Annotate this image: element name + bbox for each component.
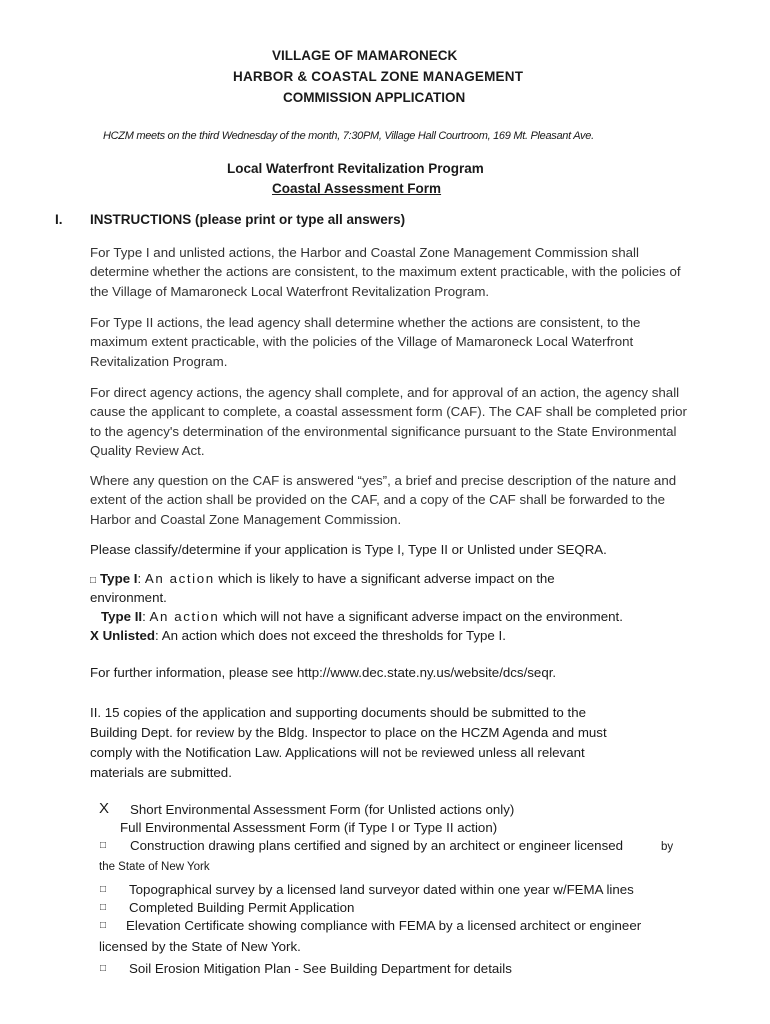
header-commission: HARBOR & COASTAL ZONE MANAGEMENT [233,69,524,84]
type1-option: □ Type I: An action which is likely to have a significant adverse impact on the [90,571,555,586]
type2-label: Type II [101,609,143,624]
item1-text: Short Environmental Assessment Form (for Unlisted actions only) [130,802,515,817]
section2-line3-part1: comply with the Notification Law. Applications will not [90,745,405,760]
type1-description: which is likely to have a significant adverse impact on the [214,571,555,586]
item6-checkbox[interactable]: □ [100,920,107,931]
type2-an-action: An action [149,609,220,624]
further-info: For further information, please see http://www.dec.state.ny.us/website/dcs/seqr. [90,665,557,680]
type2-option: Type II: An action which will not have a significant adverse impact on the environment. [101,609,623,624]
classify-prompt: Please classify/determine if your application is Type I, Type II or Unlisted under SEQRA. [90,542,607,557]
header-application: COMMISSION APPLICATION [283,90,466,105]
item6-text-cont: licensed by the State of New York. [99,939,301,954]
meeting-note: HCZM meets on the third Wednesday of the month, 7:30PM, Village Hall Courtroom, 169 Mt. Pleasant Ave. [103,130,594,142]
section2-line4: materials are submitted. [90,765,232,780]
paragraph-yes-answer: Where any question on the CAF is answered “yes”, a brief and precise description of the nature and extent of the action shall be provided on the CAF, and a copy of the CAF shall be forwarded to the Harbor and Coastal Zone Management Commission. [90,473,677,527]
item3-text: Construction drawing plans certified and signed by an architect or engineer licensed [130,838,624,853]
section2-line3 [90,745,585,760]
type1-description-cont: environment. [90,590,167,605]
header-village: VILLAGE OF MAMARONECK [272,48,458,63]
paragraph-type1-unlisted: For Type I and unlisted actions, the Harbor and Coastal Zone Management Commission shall determine whether the actions are consistent, to the maximum extent practicable, with the policies of the Village of Mamaroneck Local Waterfront Revitalization Program. [90,245,681,299]
item7-text: Soil Erosion Mitigation Plan - See Building Department for details [129,961,512,976]
item5-checkbox[interactable]: □ [100,902,107,913]
section2-line3-part2: reviewed unless all relevant [417,745,585,760]
unlisted-label: Unlisted [102,628,156,643]
section-numeral: I. [55,212,63,227]
type2-description: which will not have a significant adverse impact on the environment. [219,609,623,624]
item3-by: by [661,841,674,853]
type1-label: Type I [100,571,138,586]
item7-checkbox[interactable]: □ [100,963,107,974]
unlisted-option [90,628,506,643]
program-title: Local Waterfront Revitalization Program [227,161,484,176]
item1-mark[interactable]: X [99,800,110,817]
unlisted-mark[interactable]: X [90,628,99,643]
form-title: Coastal Assessment Form [272,181,442,196]
item5-text: Completed Building Permit Application [129,900,355,915]
item4-checkbox[interactable]: □ [100,884,107,895]
section2-line2: Building Dept. for review by the Bldg. Inspector to place on the HCZM Agenda and must [90,725,607,740]
unlisted-description: : An action which does not exceed the thresholds for Type I. [155,628,506,643]
instructions-heading: INSTRUCTIONS (please print or type all answers) [90,212,406,227]
section2-line3-be: be [404,748,418,760]
item6-text: Elevation Certificate showing compliance with FEMA by a licensed architect or engineer [126,918,642,933]
item2-text: Full Environmental Assessment Form (if Type I or Type II action) [120,820,498,835]
item3-checkbox[interactable]: □ [100,840,107,851]
item3-text-cont: the State of New York [99,861,210,873]
section2-line1: II. 15 copies of the application and supporting documents should be submitted to the [90,705,587,720]
type1-an-action: An action [144,571,215,586]
paragraph-type2: For Type II actions, the lead agency shall determine whether the actions are consistent, to the maximum extent practicable, with the policies of the Village of Mamaroneck Local Waterfront Revitalization Program. [90,315,641,369]
type1-checkbox[interactable]: □ [90,575,97,586]
paragraph-direct-agency: For direct agency actions, the agency shall complete, and for approval of an action, the agency shall cause the applicant to complete, a coastal assessment form (CAF). The CAF shall be completed prior to the agency's determination of the environmental significance pursuant to the State Environmental Quality Review Act. [90,385,687,458]
item4-text: Topographical survey by a licensed land surveyor dated within one year w/FEMA lines [129,882,634,897]
